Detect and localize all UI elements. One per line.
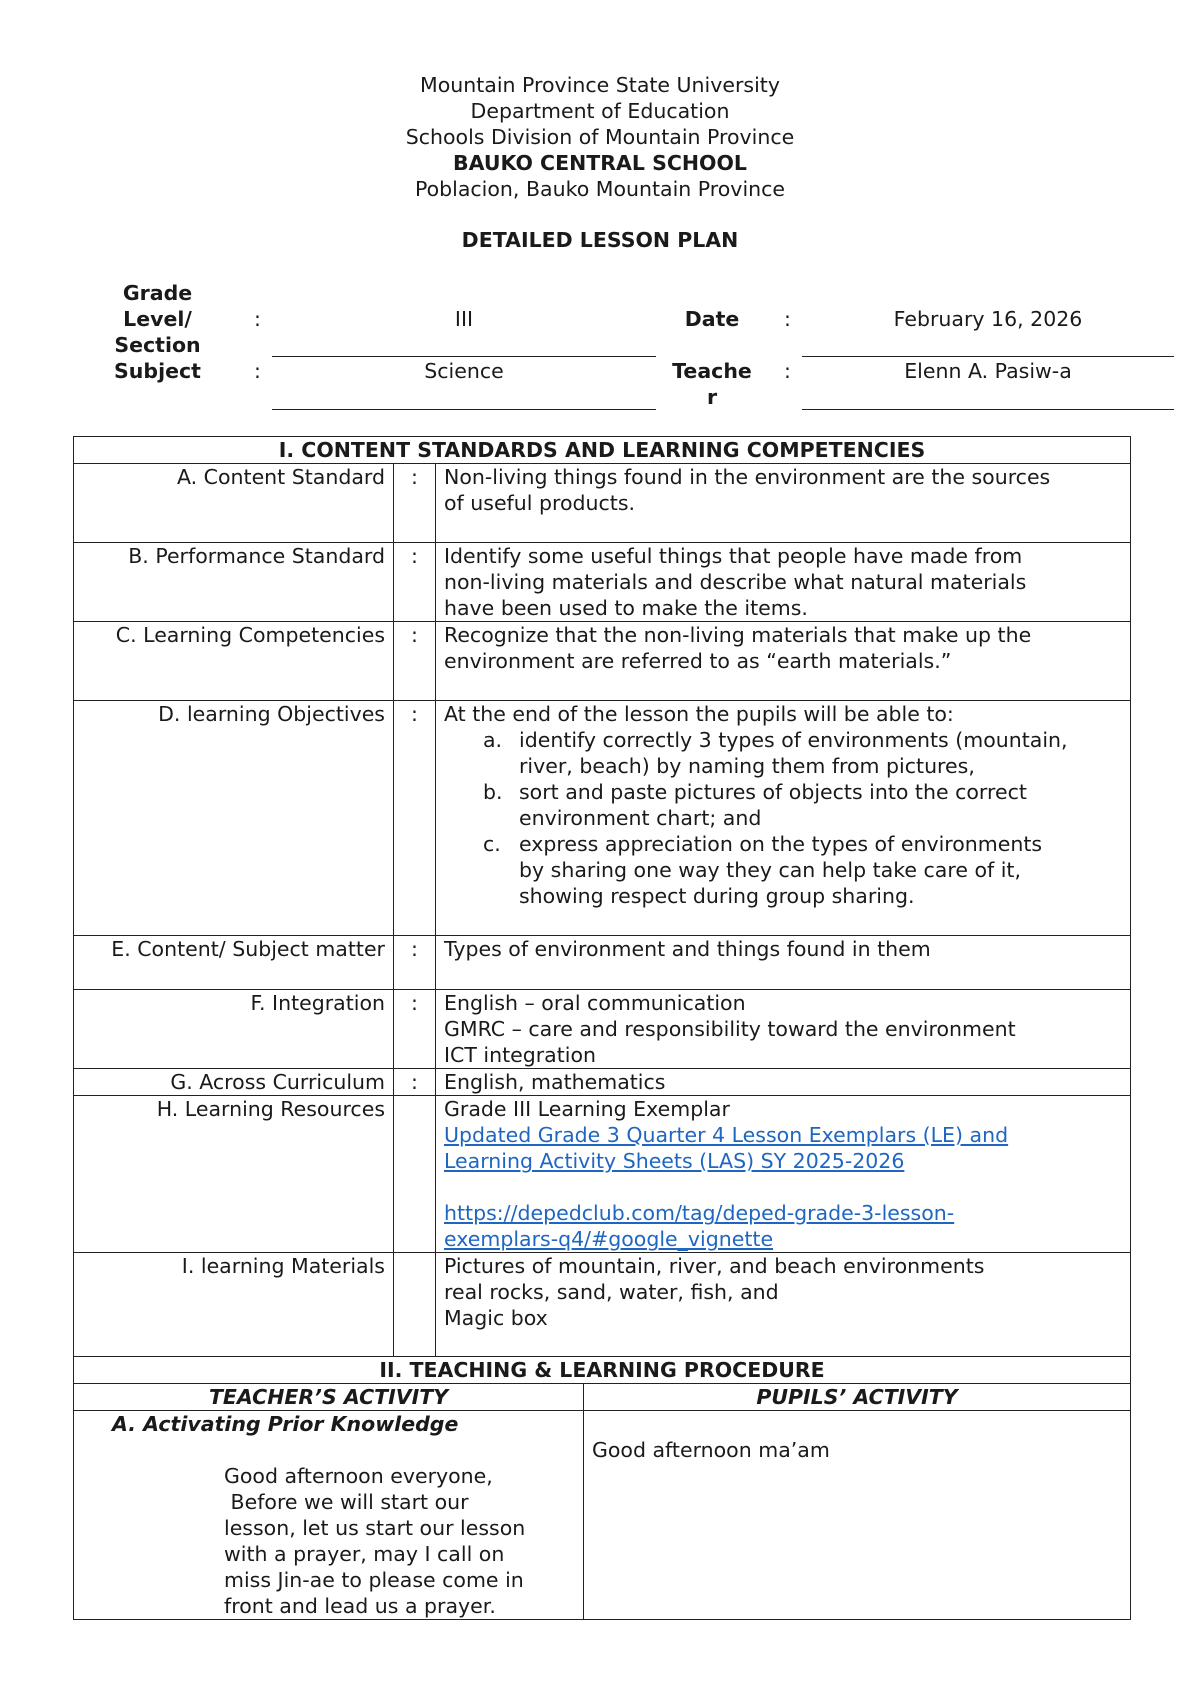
date-colon: :	[784, 307, 791, 331]
learning-competencies-row: C. Learning Competencies : Recognize that the non-living materials that make up the environment are referred to as “earth materials.”	[74, 622, 1131, 701]
integration-label: F. Integration	[74, 990, 394, 1069]
grade-underline	[272, 356, 656, 357]
across-curriculum-text: English, mathematics	[436, 1069, 1131, 1096]
lesson-exemplar-link[interactable]: Updated Grade 3 Quarter 4 Lesson Exemplars (LE) and Learning Activity Sheets (LAS) SY 2025-2026	[444, 1123, 1009, 1173]
procedure-row	[74, 1411, 1131, 1620]
grade-level-label: Grade Level/ Section	[114, 281, 201, 357]
learning-resources-text: Grade III Learning Exemplar Updated Grade 3 Quarter 4 Lesson Exemplars (LE) and Learning Activity Sheets (LAS) SY 2025-2026 https://depedclub.com/tag/deped-grade-3-lesson- exemplars-q4/#google_vignette	[436, 1096, 1131, 1253]
learning-materials-row	[74, 1253, 1131, 1357]
date-underline	[802, 356, 1174, 357]
activating-prior-knowledge-heading: A. Activating Prior Knowledge	[112, 1412, 459, 1436]
integration-row: F. Integration : English – oral communication GMRC – care and responsibility toward the environment ICT integration	[74, 990, 1131, 1069]
across-curriculum-row: G. Across Curriculum : English, mathematics	[74, 1069, 1131, 1096]
date-label: Date	[684, 307, 740, 331]
university-name: Mountain Province State University	[420, 73, 780, 97]
teacher-activity-text: Good afternoon everyone, Before we will start our lesson, let us start our lesson with a prayer, may I call on miss Jin-ae to please come in front and lead us a prayer.	[224, 1464, 526, 1618]
learning-objectives-text: At the end of the lesson the pupils will be able to: a. identify correctly 3 types of environments (mountain, river, beach) by naming them from pictures, b. sort and paste pictures of objects into the correct environment chart; and c. express appreciation on the types of environments by sharing one way they can help take care of it, showing respect during group sharing.	[436, 701, 1131, 936]
pupil-activity-cell	[584, 1411, 1131, 1620]
learning-materials-label: I. learning Materials	[74, 1253, 394, 1357]
section-2-title: II. TEACHING & LEARNING PROCEDURE	[74, 1357, 1131, 1384]
subject-colon: :	[254, 359, 261, 383]
subject-matter-row: E. Content/ Subject matter : Types of environment and things found in them	[74, 936, 1131, 990]
content-standard-row: A. Content Standard : Non-living things found in the environment are the sources of useful products.	[74, 464, 1131, 543]
teacher-underline	[802, 409, 1174, 410]
department-name: Department of Education	[470, 99, 730, 123]
grade-level-value: III	[454, 307, 474, 331]
teacher-value: Elenn A. Pasiw-a	[904, 359, 1072, 383]
learning-resources-row	[74, 1096, 1131, 1253]
performance-standard-text: Identify some useful things that people have made from non-living materials and describe what natural materials have been used to make the items.	[436, 543, 1131, 622]
depedclub-url-link[interactable]: https://depedclub.com/tag/deped-grade-3-lesson- exemplars-q4/#google_vignette	[444, 1201, 955, 1251]
document-header	[0, 72, 1200, 202]
pupil-activity-text: Good afternoon ma’am	[592, 1438, 830, 1462]
teacher-activity-cell	[74, 1411, 584, 1620]
subject-underline	[272, 409, 656, 410]
school-name: BAUKO CENTRAL SCHOOL	[453, 151, 747, 175]
date-value: February 16, 2026	[893, 307, 1083, 331]
objective-item: a. identify correctly 3 types of environments (mountain, river, beach) by naming them from pictures,	[483, 728, 1068, 778]
objective-item: b. sort and paste pictures of objects into the correct environment chart; and	[483, 780, 1027, 830]
subject-value: Science	[424, 359, 504, 383]
integration-text: English – oral communication GMRC – care and responsibility toward the environment ICT integration	[436, 990, 1131, 1069]
objective-item: c. express appreciation on the types of environments by sharing one way they can help take care of it, showing respect during group sharing.	[483, 832, 1043, 908]
subject-matter-label: E. Content/ Subject matter	[74, 936, 394, 990]
document-title: DETAILED LESSON PLAN	[461, 228, 739, 252]
content-standard-text: Non-living things found in the environment are the sources of useful products.	[436, 464, 1131, 543]
learning-resources-label: H. Learning Resources	[74, 1096, 394, 1253]
lesson-plan-table	[73, 436, 1131, 1620]
subject-matter-text: Types of environment and things found in them	[436, 936, 1131, 990]
pupil-activity-header: PUPILS’ ACTIVITY	[584, 1384, 1131, 1411]
across-curriculum-label: G. Across Curriculum	[74, 1069, 394, 1096]
learning-materials-text: Pictures of mountain, river, and beach environments real rocks, sand, water, fish, and Magic box	[436, 1253, 1131, 1357]
learning-objectives-row: D. learning Objectives : At the end of the lesson the pupils will be able to: a. identify correctly 3 types of environments (mountain, river, beach) by naming them from pictures, b. sort and paste pictures of objects into the correct environment chart; and c. express appreciation on the types of environments by sharing one way they can help take care of it, showing respect during group sharing.	[74, 701, 1131, 936]
performance-standard-label: B. Performance Standard	[74, 543, 394, 622]
learning-competencies-label: C. Learning Competencies	[74, 622, 394, 701]
performance-standard-row: B. Performance Standard : Identify some useful things that people have made from non-living materials and describe what natural materials have been used to make the items.	[74, 543, 1131, 622]
school-address: Poblacion, Bauko Mountain Province	[414, 177, 786, 201]
subject-label: Subject	[114, 359, 201, 383]
teacher-activity-header: TEACHER’S ACTIVITY	[74, 1384, 584, 1411]
teacher-colon: :	[784, 359, 791, 383]
teacher-label: Teache r	[672, 359, 752, 409]
section-1-title: I. CONTENT STANDARDS AND LEARNING COMPETENCIES	[74, 437, 1131, 464]
grade-colon: :	[254, 307, 261, 331]
learning-objectives-label: D. learning Objectives	[74, 701, 394, 936]
learning-competencies-text: Recognize that the non-living materials that make up the environment are referred to as “earth materials.”	[436, 622, 1131, 701]
content-standard-label: A. Content Standard	[74, 464, 394, 543]
division-name: Schools Division of Mountain Province	[405, 125, 795, 149]
